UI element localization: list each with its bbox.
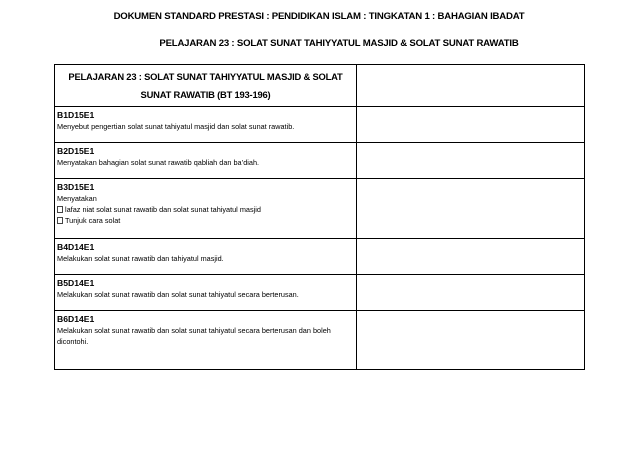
row-content-cell (55, 311, 357, 370)
performance-standard-table (54, 64, 585, 370)
table-row (55, 239, 585, 275)
row-empty-cell (357, 275, 585, 311)
table-row (55, 311, 585, 370)
band-code: B3D15E1 (57, 182, 95, 192)
table-header-row (55, 65, 585, 107)
table-header-empty-cell (357, 65, 585, 107)
row-content-cell (55, 179, 357, 239)
lesson-title: PELAJARAN 23 : SOLAT SUNAT TAHIYYATUL MASJID & SOLAT SUNAT RAWATIB (159, 38, 519, 49)
row-empty-cell (357, 311, 585, 370)
band-code: B4D14E1 (57, 242, 95, 252)
band-description: Menyebut pengertian solat sunat tahiyatul masjid dan solat sunat rawatib. (57, 122, 295, 131)
document-title: DOKUMEN STANDARD PRESTASI : PENDIDIKAN ISLAM : TINGKATAN 1 : BAHAGIAN IBADAT (113, 11, 525, 22)
table-header-line-1: PELAJARAN 23 : SOLAT SUNAT TAHIYYATUL MASJID & SOLAT (68, 71, 343, 82)
band-description: Melakukan solat sunat rawatib dan solat sunat tahiyatul secara berterusan. (57, 290, 299, 299)
row-content-cell (55, 275, 357, 311)
bullet-icon (57, 206, 63, 213)
band-description: Menyatakan (57, 194, 97, 203)
table-header-cell (55, 65, 357, 107)
bullet-item (57, 215, 354, 226)
bullet-icon (57, 217, 63, 224)
row-empty-cell (357, 239, 585, 275)
table-row (55, 107, 585, 143)
band-code: B2D15E1 (57, 146, 95, 156)
row-empty-cell (357, 143, 585, 179)
bullet-item (57, 204, 354, 215)
band-description: Menyatakan bahagian solat sunat rawatib qabliah dan ba’diah. (57, 158, 260, 167)
row-empty-cell (357, 179, 585, 239)
band-code: B5D14E1 (57, 278, 95, 288)
band-description: Melakukan solat sunat rawatib dan tahiyatul masjid. (57, 254, 224, 263)
table-header-line-2: SUNAT RAWATIB (BT 193-196) (140, 89, 271, 100)
bullet-text: Tunjuk cara solat (65, 216, 121, 225)
row-content-cell (55, 239, 357, 275)
band-description: Melakukan solat sunat rawatib dan solat sunat tahiyatul secara berterusan dan boleh dicontohi. (57, 326, 331, 346)
band-code: B6D14E1 (57, 314, 95, 324)
row-content-cell (55, 107, 357, 143)
row-content-cell (55, 143, 357, 179)
band-code: B1D15E1 (57, 110, 95, 120)
bullet-text: lafaz niat solat sunat rawatib dan solat sunat tahiyatul masjid (65, 205, 261, 214)
table-row (55, 275, 585, 311)
table-row (55, 143, 585, 179)
table-row (55, 179, 585, 239)
row-empty-cell (357, 107, 585, 143)
